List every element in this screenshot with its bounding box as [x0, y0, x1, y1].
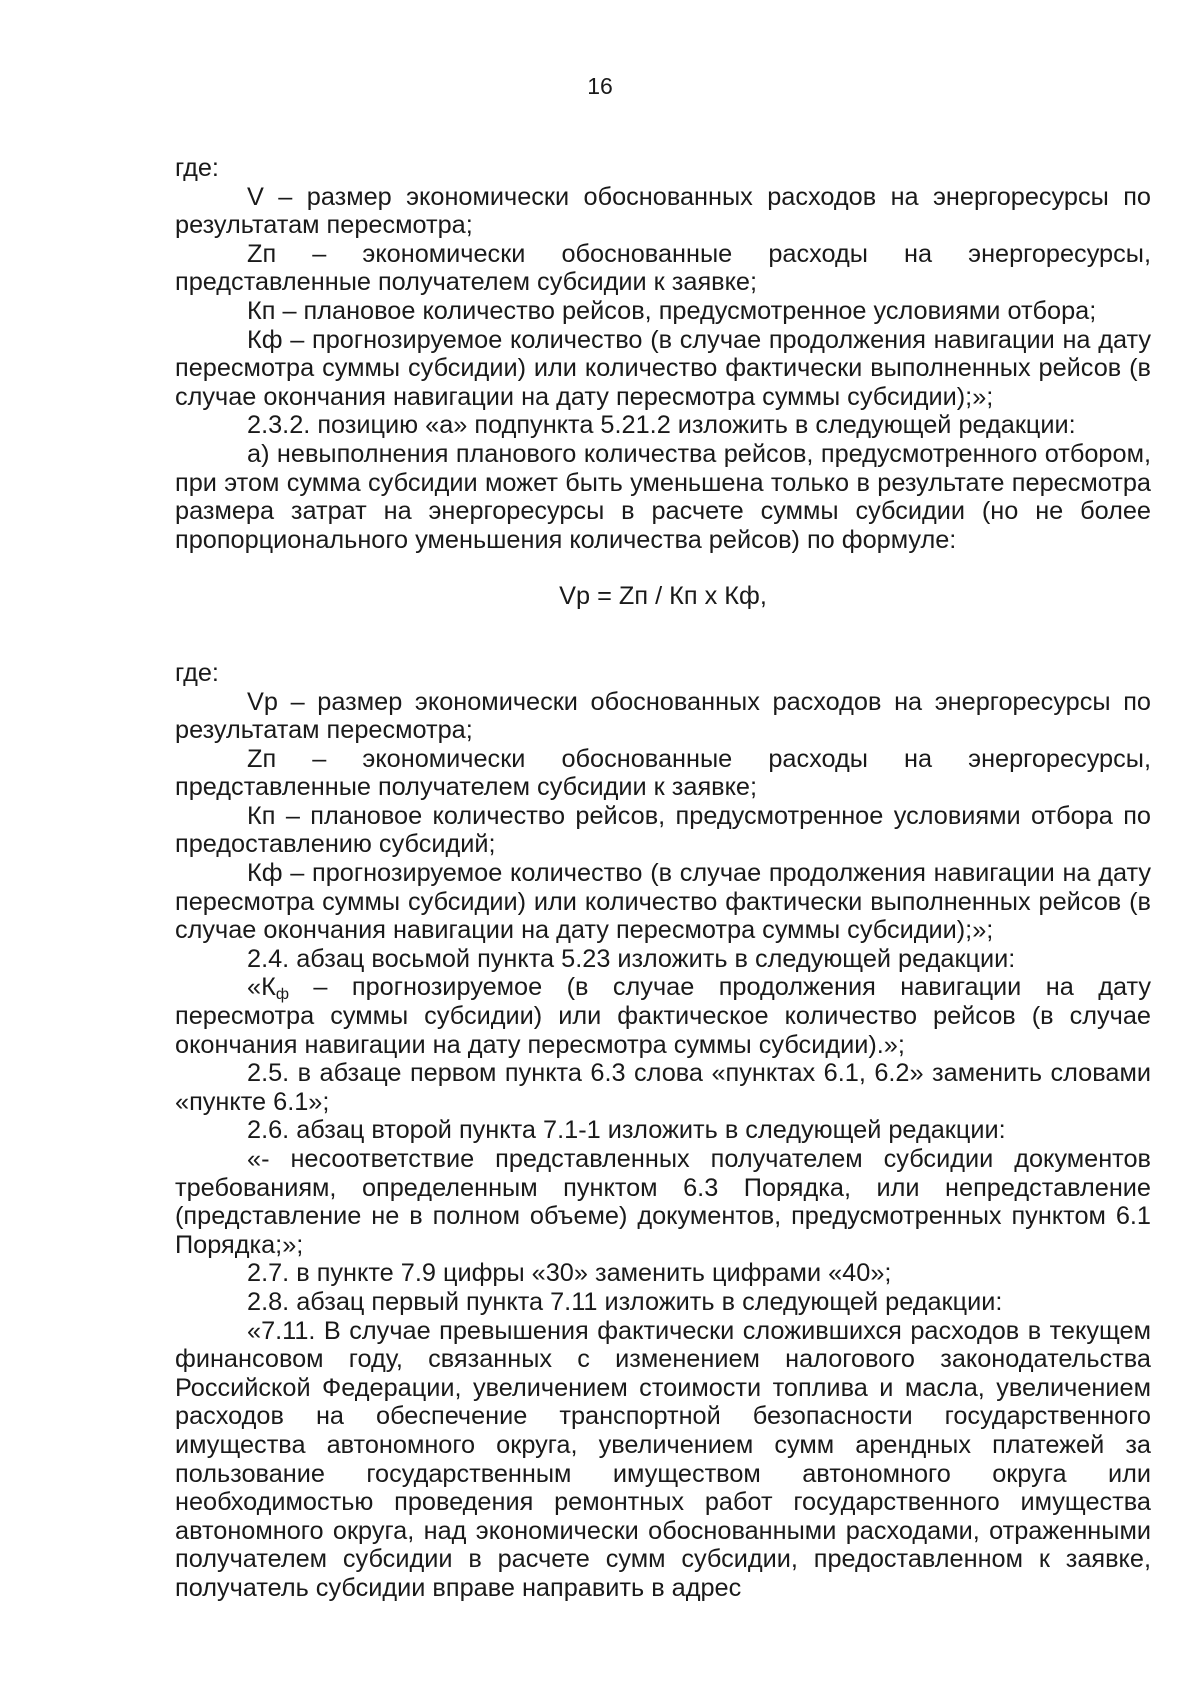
paragraph: Кп – плановое количество рейсов, предусмотренное условиями отбора по предоставлению субсидий; — [175, 801, 1151, 859]
formula: Vр = Zп / Кп х Кф, — [559, 582, 767, 611]
paragraph: Кп – плановое количество рейсов, предусмотренное условиями отбора; — [247, 296, 1097, 325]
paragraph: «7.11. В случае превышения фактически сложившихся расходов в текущем финансовом году, связанных с изменением налогового законодательства Российской Федерации, увеличением стоимости топлива и масла, увеличением расходов на обеспечение транспортной безопасности государственного имущества автономного округа, увеличением сумм арендных платежей за пользование государственным имуществом автономного округа или необходимостью проведения ремонтных работ государственного имущества автономного округа, над экономически обоснованными расходами, отраженными получателем субсидии в расчете сумм субсидии, предоставленном к заявке, получатель субсидии вправе направить в адрес — [175, 1316, 1151, 1602]
paragraph: где: — [175, 658, 219, 687]
paragraph: Zп – экономически обоснованные расходы на энергоресурсы, представленные получателем субсидии к заявке; — [175, 744, 1151, 802]
paragraph-with-subscript — [175, 973, 1151, 1059]
paragraph: 2.6. абзац второй пункта 7.1-1 изложить в следующей редакции: — [247, 1116, 1006, 1145]
paragraph-text: – прогнозируемое (в случае продолжения навигации на дату пересмотра суммы субсидии) или фактическое количество рейсов (в случае окончания навигации на дату пересмотра суммы субсидии).»; — [175, 973, 1151, 1059]
paragraph: Vр – размер экономически обоснованных расходов на энергоресурсы по результатам пересмотра; — [175, 687, 1151, 745]
paragraph: Кф – прогнозируемое количество (в случае продолжения навигации на дату пересмотра суммы субсидии) или количество фактически выполненных рейсов (в случае окончания навигации на дату пересмотра суммы субсидии);»; — [175, 859, 1151, 945]
paragraph: а) невыполнения планового количества рейсов, предусмотренного отбором, при этом сумма субсидии может быть уменьшена только в результате пересмотра размера затрат на энергоресурсы в расчете суммы субсидии (но не более пропорционального уменьшения количества рейсов) по формуле: — [175, 439, 1151, 554]
paragraph: «- несоответствие представленных получателем субсидии документов требованиям, определенным пунктом 6.3 Порядка, или непредставление (представление не в полном объеме) документов, предусмотренных пунктом 6.1 Порядка;»; — [175, 1145, 1151, 1259]
paragraph: 2.7. в пункте 7.9 цифры «30» заменить цифрами «40»; — [247, 1259, 892, 1288]
document-body — [175, 154, 1151, 1603]
paragraph: Кф – прогнозируемое количество (в случае продолжения навигации на дату пересмотра суммы субсидии) или количество фактически выполненных рейсов (в случае окончания навигации на дату пересмотра суммы субсидии);»; — [175, 325, 1151, 411]
paragraph: где: — [175, 154, 219, 182]
paragraph: 2.4. абзац восьмой пункта 5.23 изложить в следующей редакции: — [247, 944, 1016, 973]
paragraph: 2.5. в абзаце первом пункта 6.3 слова «пунктах 6.1, 6.2» заменить словами «пункте 6.1»; — [175, 1059, 1151, 1116]
paragraph: 2.8. абзац первый пункта 7.11 изложить в следующей редакции: — [247, 1287, 1003, 1316]
page-number: 16 — [587, 73, 613, 99]
paragraph-prefix: «К — [247, 973, 276, 1002]
paragraph: Zп – экономически обоснованные расходы на энергоресурсы, представленные получателем субсидии к заявке; — [175, 239, 1151, 297]
paragraph: 2.3.2. позицию «а» подпункта 5.21.2 изложить в следующей редакции: — [247, 411, 1076, 440]
paragraph: V – размер экономически обоснованных расходов на энергоресурсы по результатам пересмотра; — [175, 182, 1151, 240]
subscript: ф — [275, 986, 289, 1004]
